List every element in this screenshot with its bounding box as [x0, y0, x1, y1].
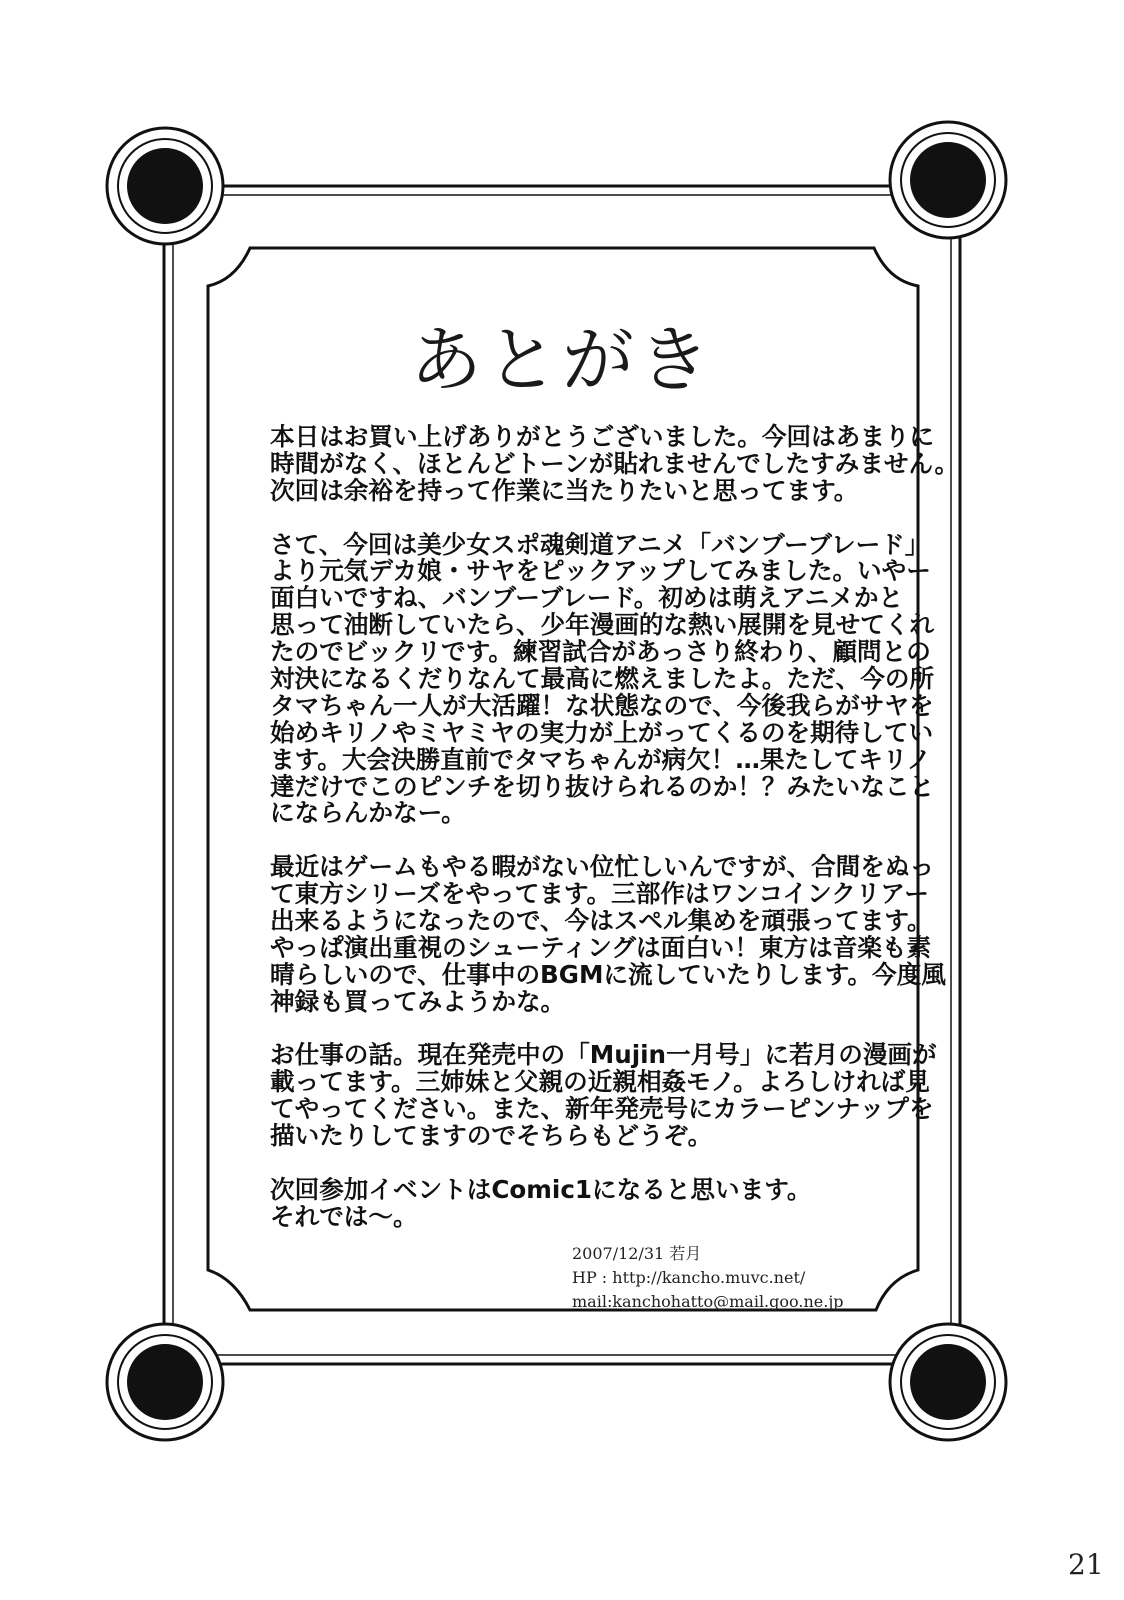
corner-ornament-bottom-left — [107, 1324, 223, 1440]
text-line: にならんかなー。 — [270, 798, 466, 828]
paragraph — [270, 422, 960, 505]
text-line: 対決になるくだりなんて最高に燃えましたよ。ただ、今の所 — [270, 664, 935, 694]
text-line: たのでビックリです。練習試合があっさり終わり、顧問との — [270, 637, 931, 667]
text-line: 最近はゲームもやる暇がない位忙しいんですが、合間をぬっ — [270, 852, 935, 882]
text-line: 描いたりしてますのでそちらもどうぞ。 — [270, 1121, 713, 1151]
text-line: てやってください。また、新年発売号にカラーピンナップを — [270, 1094, 934, 1124]
text-line: 面白いですね、バンブーブレード。初めは萌えアニメかと — [270, 583, 904, 613]
signature-homepage: HP : http://kancho.muvc.net/ — [572, 1268, 806, 1287]
text-line: より元気デカ娘・サヤをピックアップしてみました。いやー — [270, 556, 931, 586]
text-line: 出来るようになったので、今はスペル集めを頑張ってます。 — [270, 906, 932, 936]
text-line: て東方シリーズをやってます。三部作はワンコインクリアー — [270, 879, 929, 909]
text-line: 載ってます。三姉妹と父親の近親相姦モノ。よろしければ見 — [270, 1067, 930, 1097]
paragraph — [270, 1174, 880, 1231]
signature-date-author: 2007/12/31 若月 — [572, 1244, 702, 1263]
text-line: やっぱ演出重視のシューティングは面白い！東方は音楽も素 — [270, 932, 932, 962]
corner-ornament-top-right — [890, 122, 1006, 238]
text-line: 始めキリノやミヤミヤの実力が上がってくるのを期待してい — [270, 717, 934, 747]
page-number: 21 — [1068, 1548, 1104, 1581]
text-line: 思って油断していたら、少年漫画的な熱い展開を見せてくれ — [270, 610, 935, 640]
paragraph — [270, 852, 946, 1016]
text-line: 時間がなく、ほとんどトーンが貼れませんでしたすみません。 — [270, 448, 960, 478]
corner-ornament-top-left — [107, 128, 223, 244]
afterword-body — [270, 422, 960, 1258]
text-line: お仕事の話。現在発売中の「Mujin一月号」に若月の漫画が — [270, 1040, 937, 1070]
text-line: それでは～。 — [270, 1201, 418, 1231]
paragraph — [270, 529, 935, 828]
text-line: 次回は余裕を持って作業に当たりたいと思ってます。 — [270, 475, 859, 505]
text-line: ます。大会決勝直前でタマちゃんが病欠！…果たしてキリノ — [270, 744, 932, 774]
text-line: 晴らしいので、仕事中のBGMに流していたりします。今度風 — [270, 959, 946, 989]
text-line: 本日はお買い上げありがとうございました。今回はあまりに — [270, 422, 935, 451]
text-line: 次回参加イベントはComic1になると思います。 — [270, 1174, 812, 1204]
text-line: さて、今回は美少女スポ魂剣道アニメ「バンブーブレード」 — [270, 529, 930, 559]
page-title: あとがき — [409, 318, 714, 403]
signature-email: mail:kanchohatto@mail.goo.ne.jp — [572, 1292, 844, 1311]
text-line: 達だけでこのピンチを切り抜けられるのか！？みたいなこと — [270, 771, 935, 801]
text-line: タマちゃん一人が大活躍！な状態なので、今後我らがサヤを — [270, 690, 934, 720]
corner-ornament-bottom-right — [890, 1324, 1006, 1440]
paragraph — [270, 1040, 937, 1151]
text-line: 神録も買ってみようかな。 — [270, 986, 566, 1016]
author-signature — [572, 1242, 844, 1314]
